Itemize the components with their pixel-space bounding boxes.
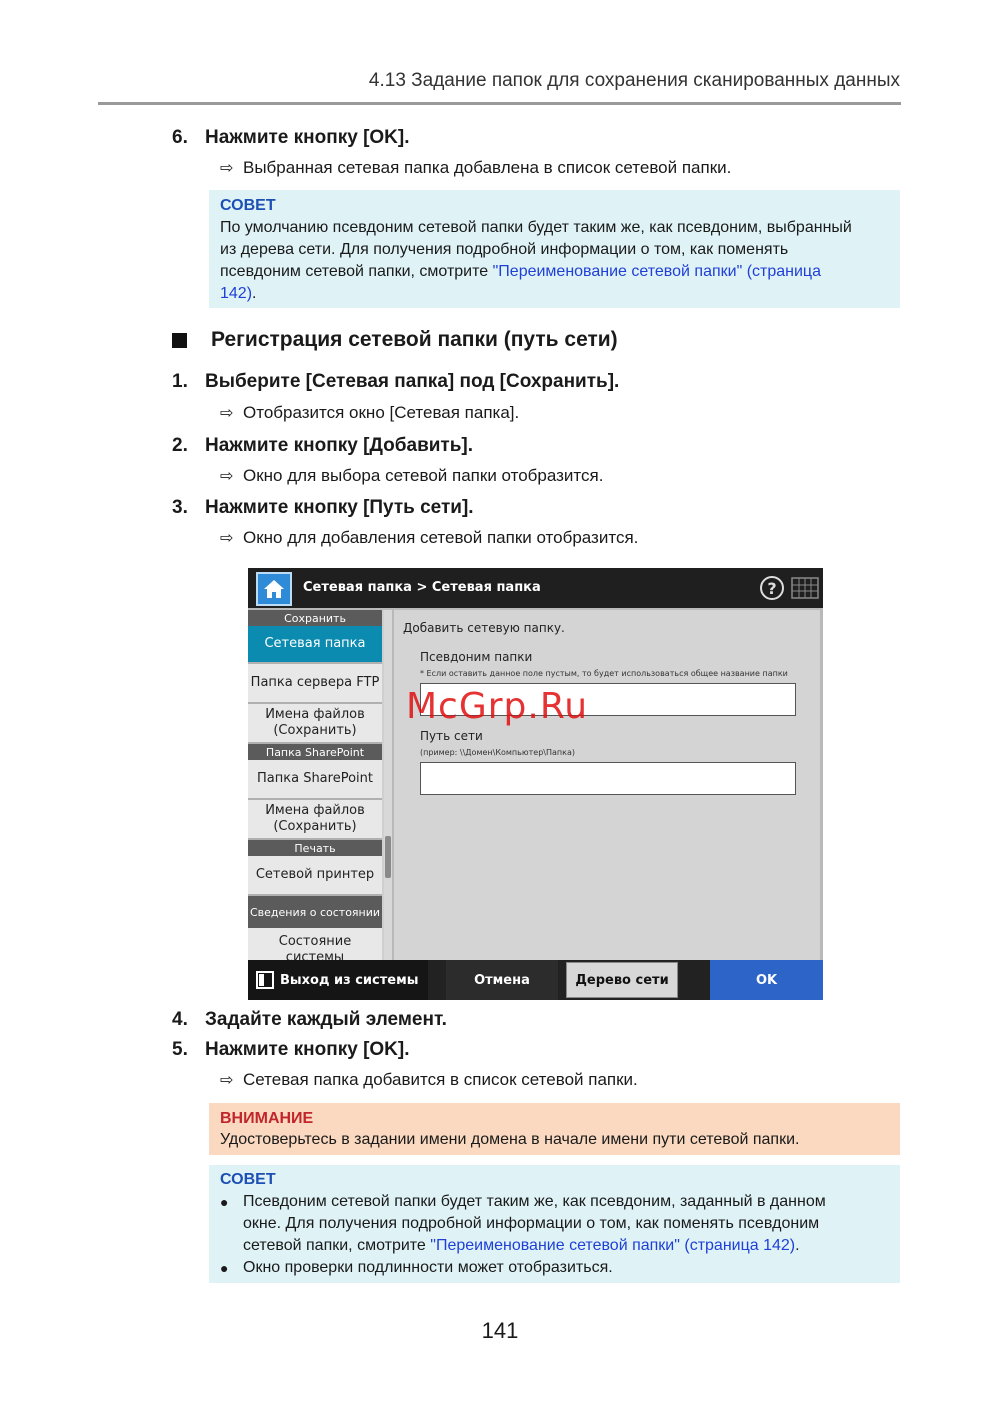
rename-folder-link[interactable]: "Переименование сетевой папки" (страница [492, 263, 821, 280]
logout-label: Выход из системы [280, 972, 419, 988]
tip-bullet-text [243, 1191, 826, 1257]
sidebar-item-sharepoint-folder[interactable]: Папка SharePoint [248, 760, 382, 800]
screen-bottom-bar [248, 960, 823, 1000]
home-button[interactable] [256, 572, 292, 606]
step-5-result [220, 1070, 638, 1090]
keyboard-icon [791, 577, 819, 599]
result-text: Окно для выбора сетевой папки отобразится. [243, 466, 604, 485]
logout-icon [256, 971, 274, 989]
tip-text: . [252, 285, 257, 302]
tip-line: По умолчанию псевдоним сетевой папки будет таким же, как псевдоним, выбранный [220, 219, 852, 236]
result-text: Выбранная сетевая папка добавлена в список сетевой папки. [243, 158, 732, 177]
result-arrow-icon: ⇨ [220, 1072, 234, 1089]
result-text: Отобразится окно [Сетевая папка]. [243, 403, 520, 422]
running-header: 4.13 Задание папок для сохранения сканированных данных [368, 70, 900, 91]
alias-label: Псевдоним папки [420, 650, 533, 664]
cancel-button[interactable]: Отмена [446, 960, 558, 1000]
sidebar-category-save: Сохранить [248, 610, 382, 626]
result-arrow-icon: ⇨ [220, 468, 234, 485]
header-divider [98, 102, 901, 105]
step-3 [172, 497, 474, 519]
sidebar-scroll-thumb[interactable] [385, 836, 391, 878]
tip-text: псевдоним сетевой папки, смотрите [220, 263, 493, 280]
network-path-example: (пример: \\Домен\Компьютер\Папка) [420, 748, 575, 757]
step-number: 1. [172, 371, 188, 392]
step-2 [172, 435, 473, 457]
step-6-result [220, 158, 731, 178]
result-arrow-icon: ⇨ [220, 405, 234, 422]
step-text: Нажмите кнопку [OK]. [205, 1039, 410, 1060]
step-4 [172, 1009, 447, 1031]
settings-sidebar [248, 610, 384, 960]
tip-box [209, 190, 900, 308]
sidebar-item-filenames[interactable]: Имена файлов (Сохранить) [248, 704, 382, 744]
tip-text: . [795, 1237, 800, 1254]
sidebar-category-status: Сведения о состоянии [248, 896, 382, 928]
tip-bullet-1 [220, 1191, 889, 1257]
bullet-icon: ● [220, 1260, 229, 1276]
rename-folder-link-page[interactable]: 142) [220, 285, 253, 302]
sidebar-item-sharepoint-filenames[interactable]: Имена файлов (Сохранить) [248, 800, 382, 840]
tip-line: из дерева сети. Для получения подробной информации о том, как поменять [220, 241, 789, 258]
step-1 [172, 371, 619, 393]
step-text: Нажмите кнопку [Путь сети]. [205, 497, 474, 518]
tip-text: сетевой папки, смотрите [243, 1237, 431, 1254]
step-text: Выберите [Сетевая папка] под [Сохранить]. [205, 371, 620, 392]
step-number: 6. [172, 127, 188, 148]
tip-line: окне. Для получения подробной информации о том, как поменять псевдоним [243, 1215, 820, 1232]
result-text: Окно для добавления сетевой папки отобразится. [243, 528, 639, 547]
home-icon [263, 579, 285, 599]
step-number: 4. [172, 1009, 188, 1030]
bullet-icon: ● [220, 1194, 229, 1210]
watermark: McGrp.Ru [406, 686, 589, 727]
result-arrow-icon: ⇨ [220, 530, 234, 547]
step-5 [172, 1039, 410, 1061]
sidebar-item-system-status[interactable]: Состояние системы [248, 928, 382, 960]
tip-line [220, 261, 889, 283]
help-button[interactable] [757, 572, 787, 604]
tip-heading: СОВЕТ [220, 197, 276, 214]
sidebar-item-network-printer[interactable]: Сетевой принтер [248, 856, 382, 896]
sidebar-category-print: Печать [248, 840, 382, 856]
step-text: Нажмите кнопку [OK]. [205, 127, 410, 148]
logout-button[interactable] [248, 960, 428, 1000]
sidebar-item-ftp-folder[interactable]: Папка сервера FTP [248, 664, 382, 704]
step-1-result [220, 403, 519, 423]
network-path-input[interactable] [420, 762, 796, 795]
step-3-result [220, 528, 638, 548]
tip-heading: СОВЕТ [220, 1171, 276, 1188]
svg-text:?: ? [767, 579, 777, 598]
result-text: Сетевая папка добавится в список сетевой папки. [243, 1070, 638, 1089]
result-arrow-icon: ⇨ [220, 160, 234, 177]
tip-bullet-2 [220, 1257, 889, 1279]
warning-box [209, 1103, 900, 1155]
step-text: Задайте каждый элемент. [205, 1009, 447, 1030]
alias-note: * Если оставить данное поле пустым, то будет использоваться общее название папки [420, 669, 788, 678]
ok-button[interactable]: OK [710, 960, 823, 1000]
screen-title-bar [248, 568, 823, 608]
keyboard-button[interactable] [789, 572, 821, 604]
tip-line [243, 1235, 826, 1257]
tip-line: Псевдоним сетевой папки будет таким же, как псевдоним, заданный в данном [243, 1193, 826, 1210]
tip-bullet-text: Окно проверки подлинности может отобразиться. [243, 1259, 613, 1276]
panel-title: Добавить сетевую папку. [403, 621, 565, 635]
sidebar-scrollbar[interactable] [384, 610, 392, 960]
sidebar-category-sharepoint: Папка SharePoint [248, 744, 382, 760]
step-text: Нажмите кнопку [Добавить]. [205, 435, 474, 456]
add-network-folder-panel [394, 610, 820, 960]
tip-box-2 [209, 1165, 900, 1283]
step-2-result [220, 466, 603, 486]
page-number: 141 [481, 1318, 519, 1343]
rename-folder-link-2[interactable]: "Переименование сетевой папки" (страница 142) [430, 1237, 796, 1254]
section-heading [172, 328, 618, 352]
tip-line [220, 283, 889, 305]
scanner-screen [248, 568, 823, 1000]
section-title: Регистрация сетевой папки (путь сети) [211, 328, 618, 351]
network-tree-button[interactable]: Дерево сети [566, 962, 678, 998]
step-6 [172, 127, 410, 149]
step-number: 3. [172, 497, 188, 518]
sidebar-item-network-folder[interactable]: Сетевая папка [248, 626, 382, 664]
square-bullet-icon [172, 333, 187, 348]
step-number: 5. [172, 1039, 188, 1060]
screen-breadcrumb: Сетевая папка > Сетевая папка [303, 580, 541, 595]
warning-text: Удостоверьтесь в задании имени домена в начале имени пути сетевой папки. [220, 1131, 800, 1148]
step-number: 2. [172, 435, 188, 456]
help-icon [759, 575, 785, 601]
warning-heading: ВНИМАНИЕ [220, 1110, 314, 1127]
network-path-label: Путь сети [420, 729, 483, 743]
